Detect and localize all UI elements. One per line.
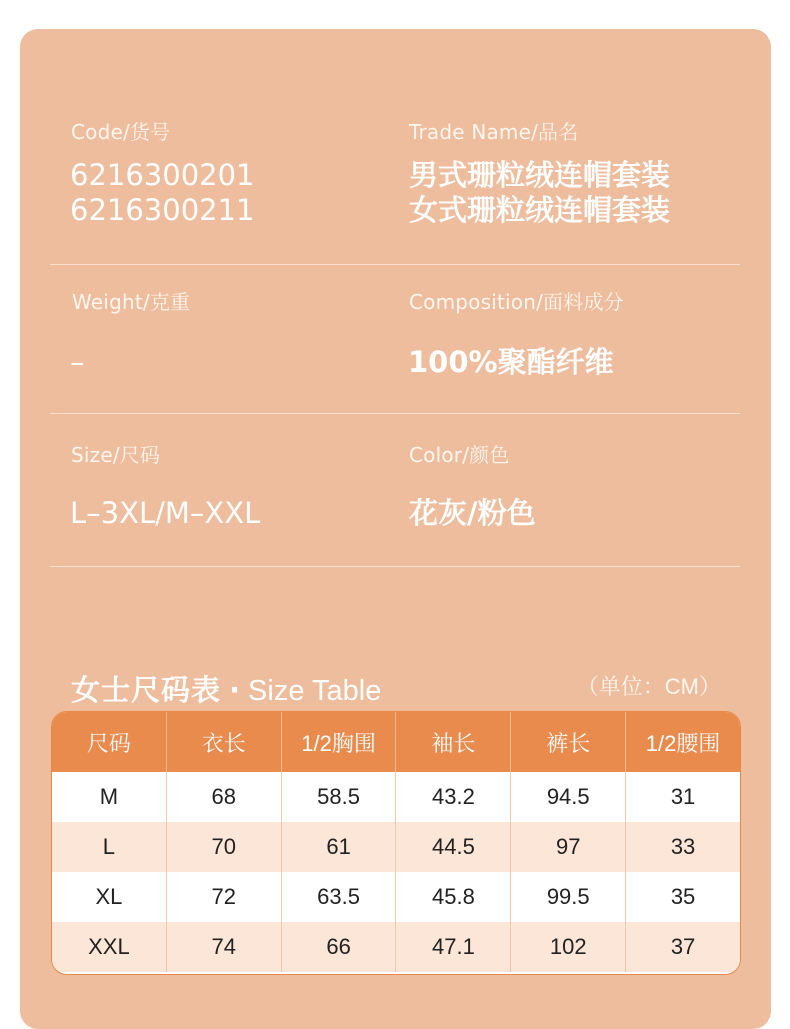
- divider: [50, 413, 740, 414]
- cell-sleeve: 44.5: [395, 822, 510, 872]
- table-header-row: [52, 712, 740, 772]
- trade-name-value-1: 男式珊粒绒连帽套装: [409, 158, 671, 192]
- weight-label: Weight/克重: [72, 290, 191, 314]
- cell-half-waist: 35: [625, 872, 740, 922]
- header-pants-length: 裤长: [510, 712, 625, 772]
- size-table: [51, 711, 741, 975]
- size-table-title-en: Size Table: [248, 675, 382, 707]
- header-size: 尺码: [86, 730, 131, 756]
- size-label: Size/尺码: [71, 443, 161, 467]
- trade-name-label: Trade Name/品名: [409, 120, 579, 144]
- cell-size: XL: [95, 884, 123, 909]
- table-row: [52, 772, 740, 822]
- table-row: [52, 822, 740, 872]
- cell-half-waist: 37: [625, 922, 740, 972]
- composition-label: Composition/面料成分: [409, 290, 624, 314]
- cell-half-chest: 66: [281, 922, 396, 972]
- title-separator-dot: ·: [229, 673, 241, 707]
- cell-pants-length: 99.5: [510, 872, 625, 922]
- color-label: Color/颜色: [409, 443, 510, 467]
- cell-pants-length: 102: [510, 922, 625, 972]
- cell-length: 72: [166, 872, 281, 922]
- header-half-waist: 1/2腰围: [625, 712, 740, 772]
- cell-half-chest: 61: [281, 822, 396, 872]
- composition-value: 100%聚酯纤维: [408, 345, 614, 379]
- header-length: 衣长: [166, 712, 281, 772]
- header-half-chest: 1/2胸围: [281, 712, 396, 772]
- cell-sleeve: 47.1: [395, 922, 510, 972]
- cell-length: 68: [166, 772, 281, 822]
- code-value-2: 6216300211: [70, 193, 255, 227]
- cell-length: 74: [166, 922, 281, 972]
- weight-value: –: [70, 345, 85, 379]
- table-row: [52, 922, 740, 972]
- size-table-title-zh: 女士尺码表: [71, 673, 222, 707]
- code-value-1: 6216300201: [70, 158, 255, 192]
- header-sleeve: 袖长: [395, 712, 510, 772]
- table-row: [52, 872, 740, 922]
- cell-half-waist: 31: [625, 772, 740, 822]
- color-value: 花灰/粉色: [409, 496, 536, 530]
- trade-name-value-2: 女式珊粒绒连帽套装: [409, 193, 671, 227]
- cell-sleeve: 43.2: [395, 772, 510, 822]
- cell-length: 70: [166, 822, 281, 872]
- divider: [50, 566, 740, 567]
- code-label: Code/货号: [71, 120, 171, 144]
- cell-sleeve: 45.8: [395, 872, 510, 922]
- size-table-title: [71, 668, 381, 709]
- cell-size: XXL: [88, 934, 130, 959]
- cell-half-waist: 33: [625, 822, 740, 872]
- cell-pants-length: 94.5: [510, 772, 625, 822]
- cell-half-chest: 63.5: [281, 872, 396, 922]
- cell-half-chest: 58.5: [281, 772, 396, 822]
- unit-note: （单位：CM）: [576, 674, 721, 699]
- size-value: L–3XL/M–XXL: [70, 496, 261, 530]
- cell-size: M: [99, 784, 119, 809]
- cell-size: L: [102, 834, 116, 859]
- cell-pants-length: 97: [510, 822, 625, 872]
- divider: [50, 264, 740, 265]
